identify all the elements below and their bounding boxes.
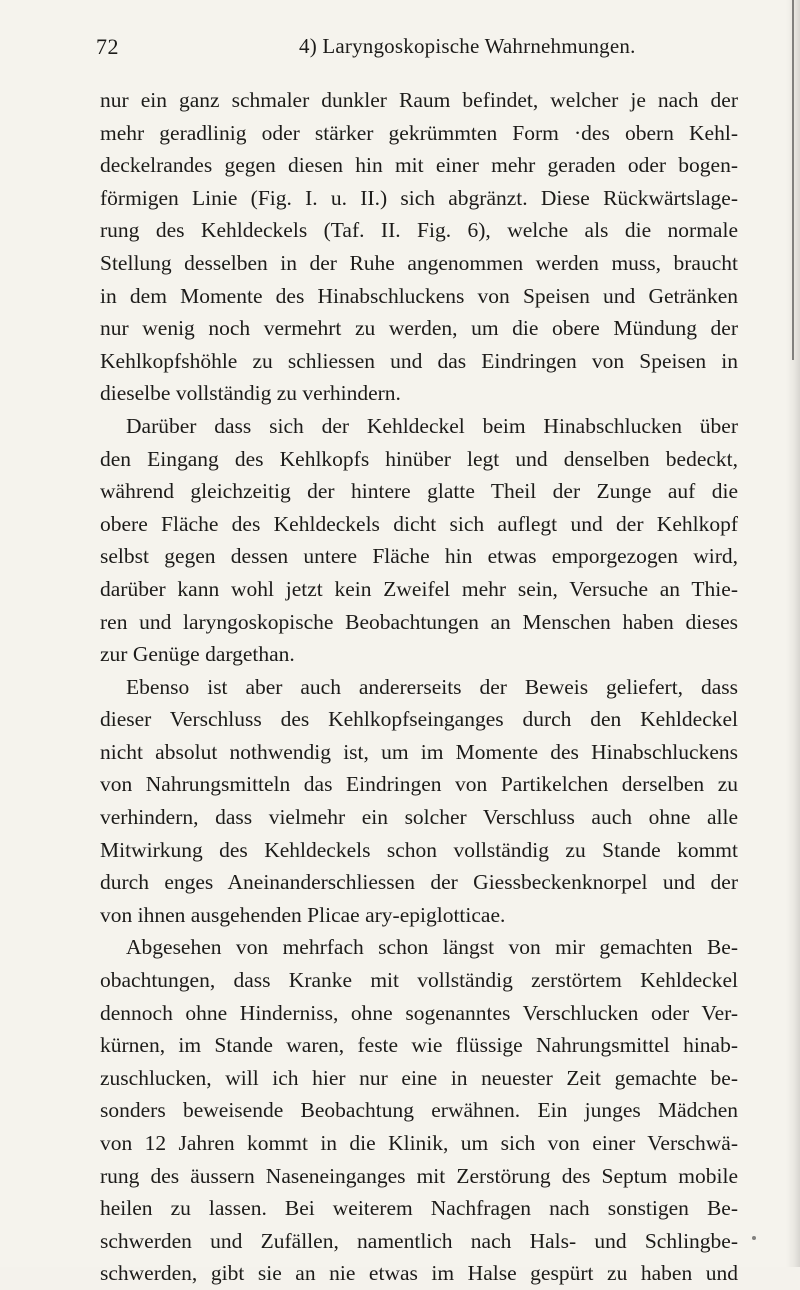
text-line: nicht absolut nothwendig ist, um im Momente des Hinabschluckens — [100, 739, 738, 764]
text-line: zur Genüge dargethan. — [100, 642, 295, 667]
page-number: 72 — [96, 34, 119, 59]
text-line: kürnen, im Stande waren, feste wie flüssige Nahrungsmittel hinab- — [100, 1033, 738, 1058]
text-line: obere Fläche des Kehldeckels dicht sich auflegt und der Kehlkopf — [100, 511, 738, 536]
text-line: von 12 Jahren kommt in die Klinik, um sich von einer Verschwä- — [100, 1131, 738, 1155]
text-line: von Nahrungsmitteln das Eindringen von Partikelchen derselben zu — [100, 772, 738, 797]
text-line: dieser Verschluss des Kehlkopfseinganges durch den Kehldeckel — [100, 707, 738, 732]
page-edge-mark — [792, 0, 794, 360]
text-line: dennoch ohne Hinderniss, ohne sogenanntes Verschlucken oder Ver- — [100, 1000, 738, 1025]
page-header — [96, 34, 736, 60]
text-line: selbst gegen dessen untere Fläche hin etwas emporgezogen wird, — [100, 544, 738, 569]
text-line: schwerden, gibt sie an nie etwas im Halse gespürt zu haben und — [100, 1261, 738, 1286]
text-line: nur wenig noch vermehrt zu werden, um die obere Mündung der — [100, 316, 738, 341]
text-line: durch enges Aneinanderschliessen der Giessbeckenknorpel und der — [100, 870, 738, 895]
text-line: deckelrandes gegen diesen hin mit einer mehr geraden oder bogen- — [100, 153, 738, 178]
text-line: nur ein ganz schmaler dunkler Raum befindet, welcher je nach der — [100, 88, 738, 112]
text-line: rung des Kehldeckels (Taf. II. Fig. 6), welche als die normale — [100, 218, 738, 243]
text-line: in dem Momente des Hinabschluckens von Speisen und Getränken — [100, 283, 738, 308]
text-line: Darüber dass sich der Kehldeckel beim Hinabschlucken über — [126, 413, 738, 438]
text-line: Kehlkopfshöhle zu schliessen und das Eindringen von Speisen in — [100, 348, 738, 373]
text-line: von ihnen ausgehenden Plicae ary-epiglotticae. — [100, 902, 506, 927]
text-line: zuschlucken, will ich hier nur eine in neuester Zeit gemachte be- — [100, 1065, 738, 1090]
text-line: heilen zu lassen. Bei weiterem Nachfragen nach sonstigen Be- — [100, 1196, 738, 1221]
text-line: Abgesehen von mehrfach schon längst von mir gemachten Be- — [126, 935, 738, 960]
text-line: schwerden und Zufällen, namentlich nach Hals- und Schlingbe- — [100, 1228, 738, 1253]
text-line: während gleichzeitig der hintere glatte Theil der Zunge auf die — [100, 479, 738, 504]
text-line: ren und laryngoskopische Beobachtungen an Menschen haben dieses — [100, 609, 738, 634]
body-text — [100, 84, 738, 1290]
text-line: obachtungen, dass Kranke mit vollständig zerstörtem Kehldeckel — [100, 968, 738, 993]
text-line: Stellung desselben in der Ruhe angenommen werden muss, braucht — [100, 250, 738, 275]
ink-speck — [752, 1236, 756, 1240]
text-line: den Eingang des Kehlkopfs hinüber legt und denselben bedeckt, — [100, 446, 738, 471]
text-line: mehr geradlinig oder stärker gekrümmten Form ·des obern Kehl- — [100, 120, 738, 145]
text-line: verhindern, dass vielmehr ein solcher Verschluss auch ohne alle — [100, 805, 738, 830]
text-line: Mitwirkung des Kehldeckels schon vollständig zu Stande kommt — [100, 837, 738, 862]
text-line: förmigen Linie (Fig. I. u. II.) sich abgränzt. Diese Rückwärtslage- — [100, 185, 738, 210]
text-line: dieselbe vollständig zu verhindern. — [100, 381, 401, 406]
text-line: sonders beweisende Beobachtung erwähnen. Ein junges Mädchen — [100, 1098, 738, 1123]
running-head: 4) Laryngoskopische Wahrnehmungen. — [299, 34, 636, 58]
text-line: darüber kann wohl jetzt kein Zweifel mehr sein, Versuche an Thie- — [100, 576, 738, 601]
text-line: rung des äussern Naseneinganges mit Zerstörung des Septum mobile — [100, 1163, 738, 1188]
text-line: Ebenso ist aber auch andererseits der Beweis geliefert, dass — [126, 674, 738, 699]
